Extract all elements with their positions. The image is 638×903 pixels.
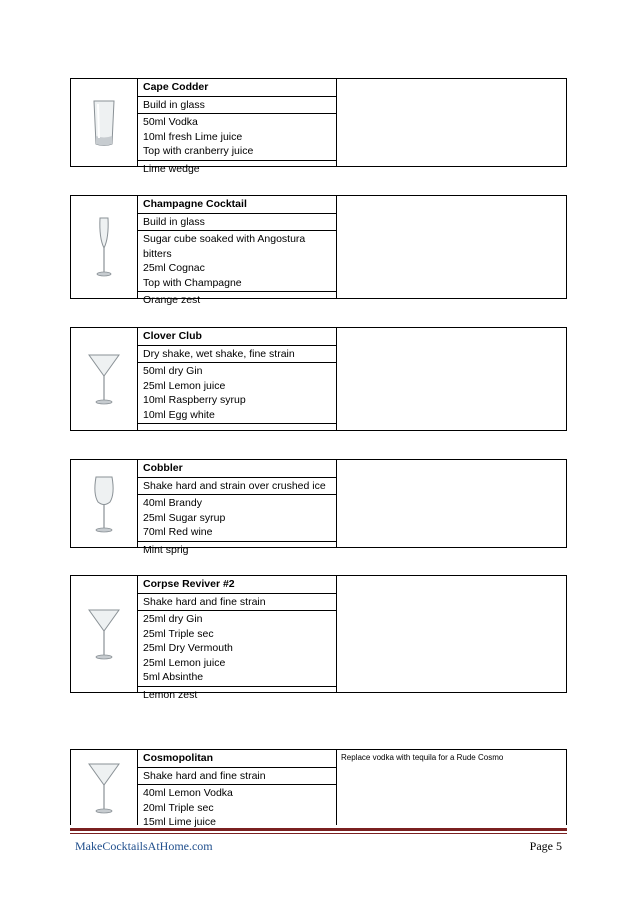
cocktail-title: Cobbler <box>137 460 336 478</box>
footer-divider-thin <box>70 833 567 834</box>
cocktail-method: Build in glass <box>137 214 336 232</box>
footer-site-link[interactable]: MakeCocktailsAtHome.com <box>75 839 213 853</box>
cocktail-garnish <box>137 424 336 440</box>
cocktail-ingredients: Sugar cube soaked with Angostura bitters 25ml Cognac Top with Champagne <box>137 231 336 292</box>
cocktail-note <box>336 196 566 298</box>
martini-glass-icon <box>87 352 121 406</box>
cocktail-garnish: Mint sprig <box>143 543 189 556</box>
cocktail-ingredients: 25ml dry Gin 25ml Triple sec 25ml Dry Vermouth 25ml Lemon juice 5ml Absinthe <box>137 611 336 687</box>
cocktail-method: Build in glass <box>137 97 336 115</box>
cocktail-note: Replace vodka with tequila for a Rude Cosmo <box>341 753 504 762</box>
footer-divider <box>70 828 567 831</box>
champagne-flute-icon <box>94 216 114 278</box>
cocktail-method: Shake hard and fine strain <box>137 594 336 612</box>
cocktail-note <box>336 79 566 166</box>
martini-glass-icon <box>87 761 121 815</box>
cocktail-card <box>70 327 567 431</box>
cocktail-method: Shake hard and strain over crushed ice <box>137 478 336 496</box>
cocktail-ingredients: 50ml dry Gin 25ml Lemon juice 10ml Raspberry syrup 10ml Egg white <box>137 363 336 424</box>
cocktail-card <box>70 459 567 556</box>
cocktail-card <box>70 575 567 701</box>
cocktail-method: Shake hard and fine strain <box>137 768 336 786</box>
footer-page-number: Page 5 <box>529 839 562 853</box>
cocktail-method: Dry shake, wet shake, fine strain <box>137 346 336 364</box>
cocktail-garnish: Orange zest <box>143 294 201 306</box>
cocktail-ingredients: 40ml Brandy 25ml Sugar syrup 70ml Red wine <box>137 495 336 542</box>
cocktail-ingredients: 40ml Lemon Vodka 20ml Triple sec 15ml Lime juice <box>143 787 233 828</box>
cocktail-garnish: Lemon zest <box>143 688 198 701</box>
cocktail-note <box>336 576 566 692</box>
cocktail-title: Clover Club <box>137 328 336 346</box>
cocktail-card <box>70 195 567 306</box>
cocktail-card <box>70 749 567 828</box>
cocktail-title: Cosmopolitan <box>137 750 336 768</box>
cocktail-garnish: Lime wedge <box>143 162 200 175</box>
cocktail-ingredients: 50ml Vodka 10ml fresh Lime juice Top with cranberry juice <box>137 114 336 161</box>
martini-glass-icon <box>87 607 121 661</box>
cocktail-note <box>336 460 566 547</box>
highball-glass-icon <box>92 98 116 148</box>
wine-glass-icon <box>91 474 117 534</box>
cocktail-card <box>70 78 567 175</box>
cocktail-title: Champagne Cocktail <box>137 196 336 214</box>
cocktail-title: Cape Codder <box>137 79 336 97</box>
cocktail-title: Corpse Reviver #2 <box>137 576 336 594</box>
cocktail-note <box>336 328 566 430</box>
